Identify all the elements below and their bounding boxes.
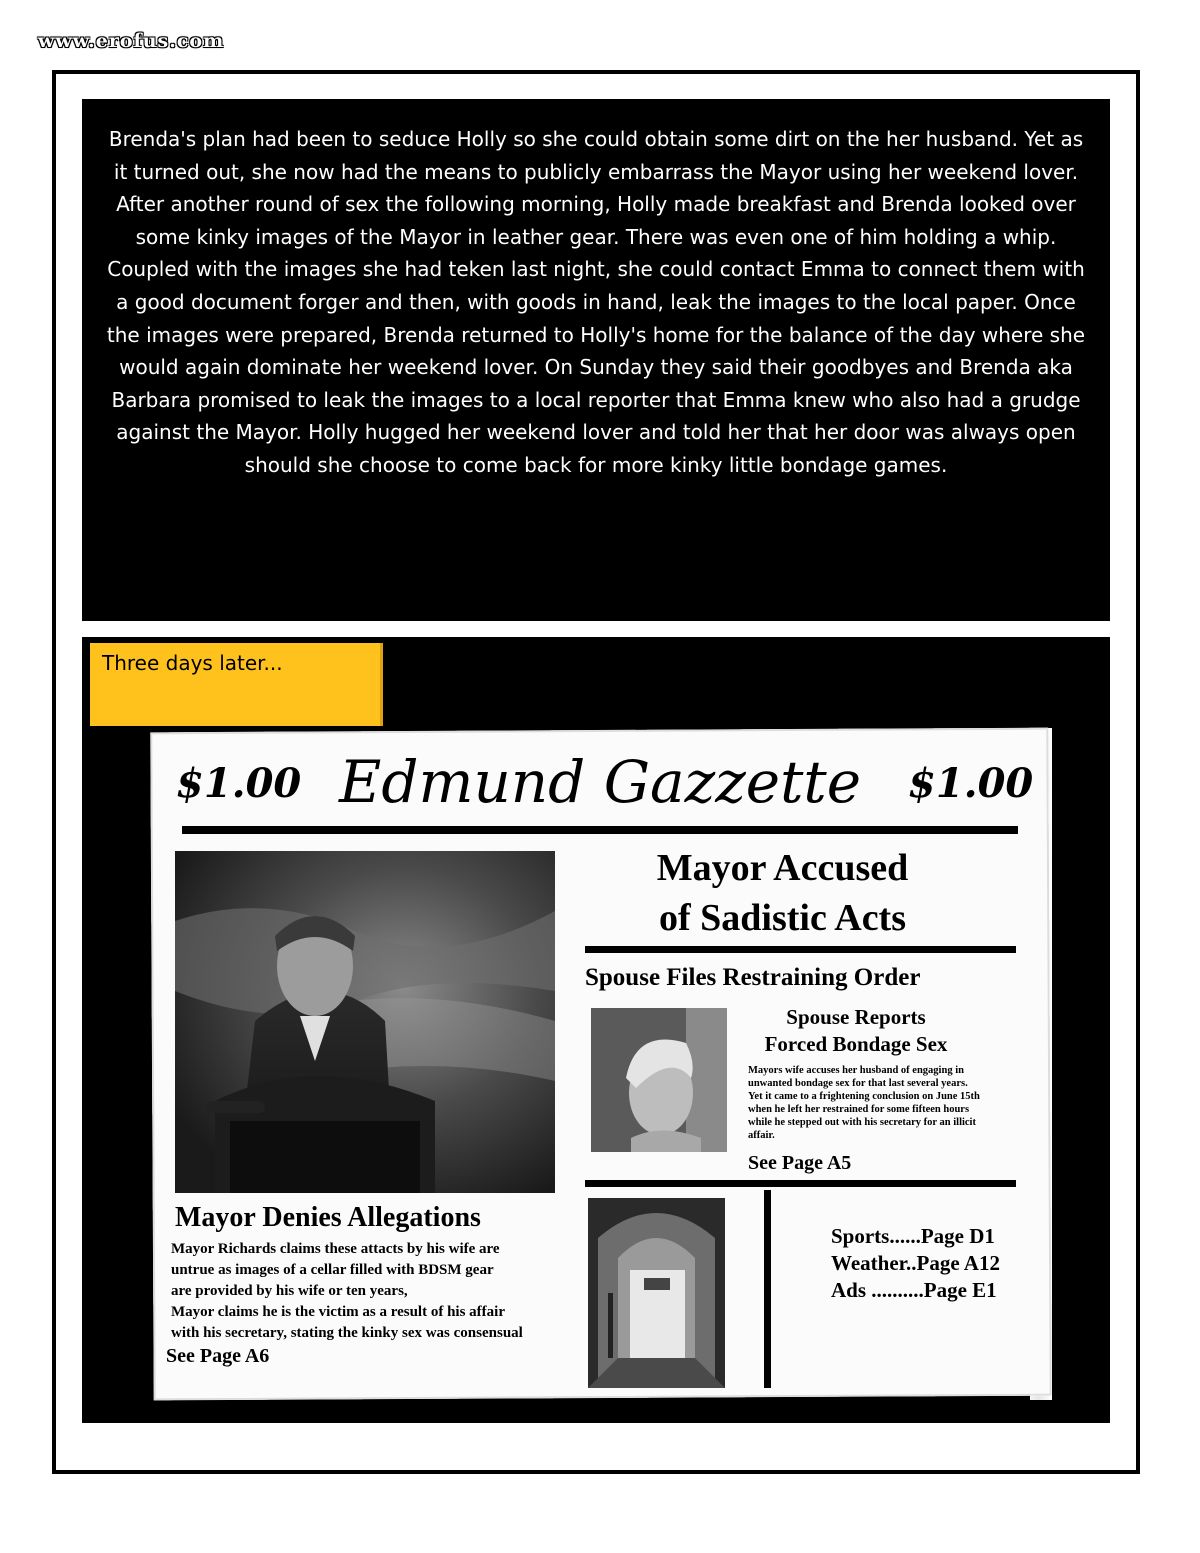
denies-line: untrue as images of a cellar filled with BDSM gear	[171, 1262, 494, 1278]
site-watermark: www.erofus.com	[38, 30, 225, 52]
denies-see-page: See Page A6	[166, 1345, 270, 1367]
narration-text: Brenda's plan had been to seduce Holly so she could obtain some dirt on the her husband. Yet as it turned out, she now had the means to publicly embarrass the Mayor using her weekend lover. After another round of sex the following morning, Holly made breakfast and Brenda looked over some kinky images of the Mayor in leather gear. There was even one of him holding a whip. Coupled with the images she had teken last night, she could contact Emma to connect them with a good document forger and then, with goods in hand, leak the images to the local paper. Once the images were prepared, Brenda returned to Holly's home for the balance of the day where she would again dominate her weekend lover. On Sunday they said their goodbyes and Brenda aka Barbara promised to leak the images to a local reporter that Emma knew who also had a grudge against the Mayor. Holly hugged her weekend lover and told her that her door was always open should she choose to come back for more kinky little bondage games.	[106, 127, 1086, 477]
main-headline-line2: of Sadistic Acts	[659, 897, 906, 939]
denies-headline: Mayor Denies Allegations	[175, 1202, 481, 1233]
denies-line: Mayor claims he is the victim as a result of his affair	[171, 1304, 505, 1320]
denies-line: with his secretary, stating the kinky sex was consensual	[171, 1325, 523, 1341]
masthead-rule	[182, 826, 1018, 834]
page-index	[831, 1223, 1000, 1304]
time-caption: Three days later...	[90, 643, 383, 726]
main-headline	[600, 843, 965, 943]
masthead: Edmund Gazzette	[338, 748, 862, 816]
denies-line: Mayor Richards claims these attacts by his wife are	[171, 1241, 500, 1257]
price-left: $1.00	[176, 760, 302, 807]
spouse-headline	[746, 1004, 966, 1058]
cellar-image	[588, 1198, 725, 1388]
spouse-see-page: See Page A5	[748, 1152, 852, 1174]
spouse-image	[591, 1008, 727, 1152]
spouse-headline-line1: Spouse Reports	[786, 1005, 926, 1029]
main-headline-line1: Mayor Accused	[656, 847, 909, 889]
denies-line: are provided by his wife or ten years,	[171, 1283, 408, 1299]
section-rule	[585, 1180, 1016, 1187]
sub-headline: Spouse Files Restraining Order	[585, 964, 921, 991]
column-rule	[764, 1190, 771, 1388]
price-right: $1.00	[908, 760, 1034, 807]
index-weather: Weather..Page A12	[831, 1251, 1000, 1275]
narration-panel	[82, 99, 1110, 621]
index-ads: Ads ..........Page E1	[831, 1278, 997, 1302]
headline-rule	[585, 946, 1016, 953]
denies-article-body	[171, 1239, 523, 1344]
spouse-headline-line2: Forced Bondage Sex	[764, 1032, 948, 1056]
spouse-article-body: Mayors wife accuses her husband of engaging in unwanted bondage sex for that last several years. Yet it came to a frightening conclusion on June 15th when he left her restrained for some fifteen hours while he stepped out with his secretary for an illicit affair.	[748, 1065, 980, 1141]
index-sports: Sports......Page D1	[831, 1224, 995, 1248]
mayor-photo	[175, 851, 555, 1193]
mayor-image	[175, 851, 555, 1193]
spouse-photo	[591, 1008, 727, 1152]
cellar-photo	[588, 1198, 725, 1388]
